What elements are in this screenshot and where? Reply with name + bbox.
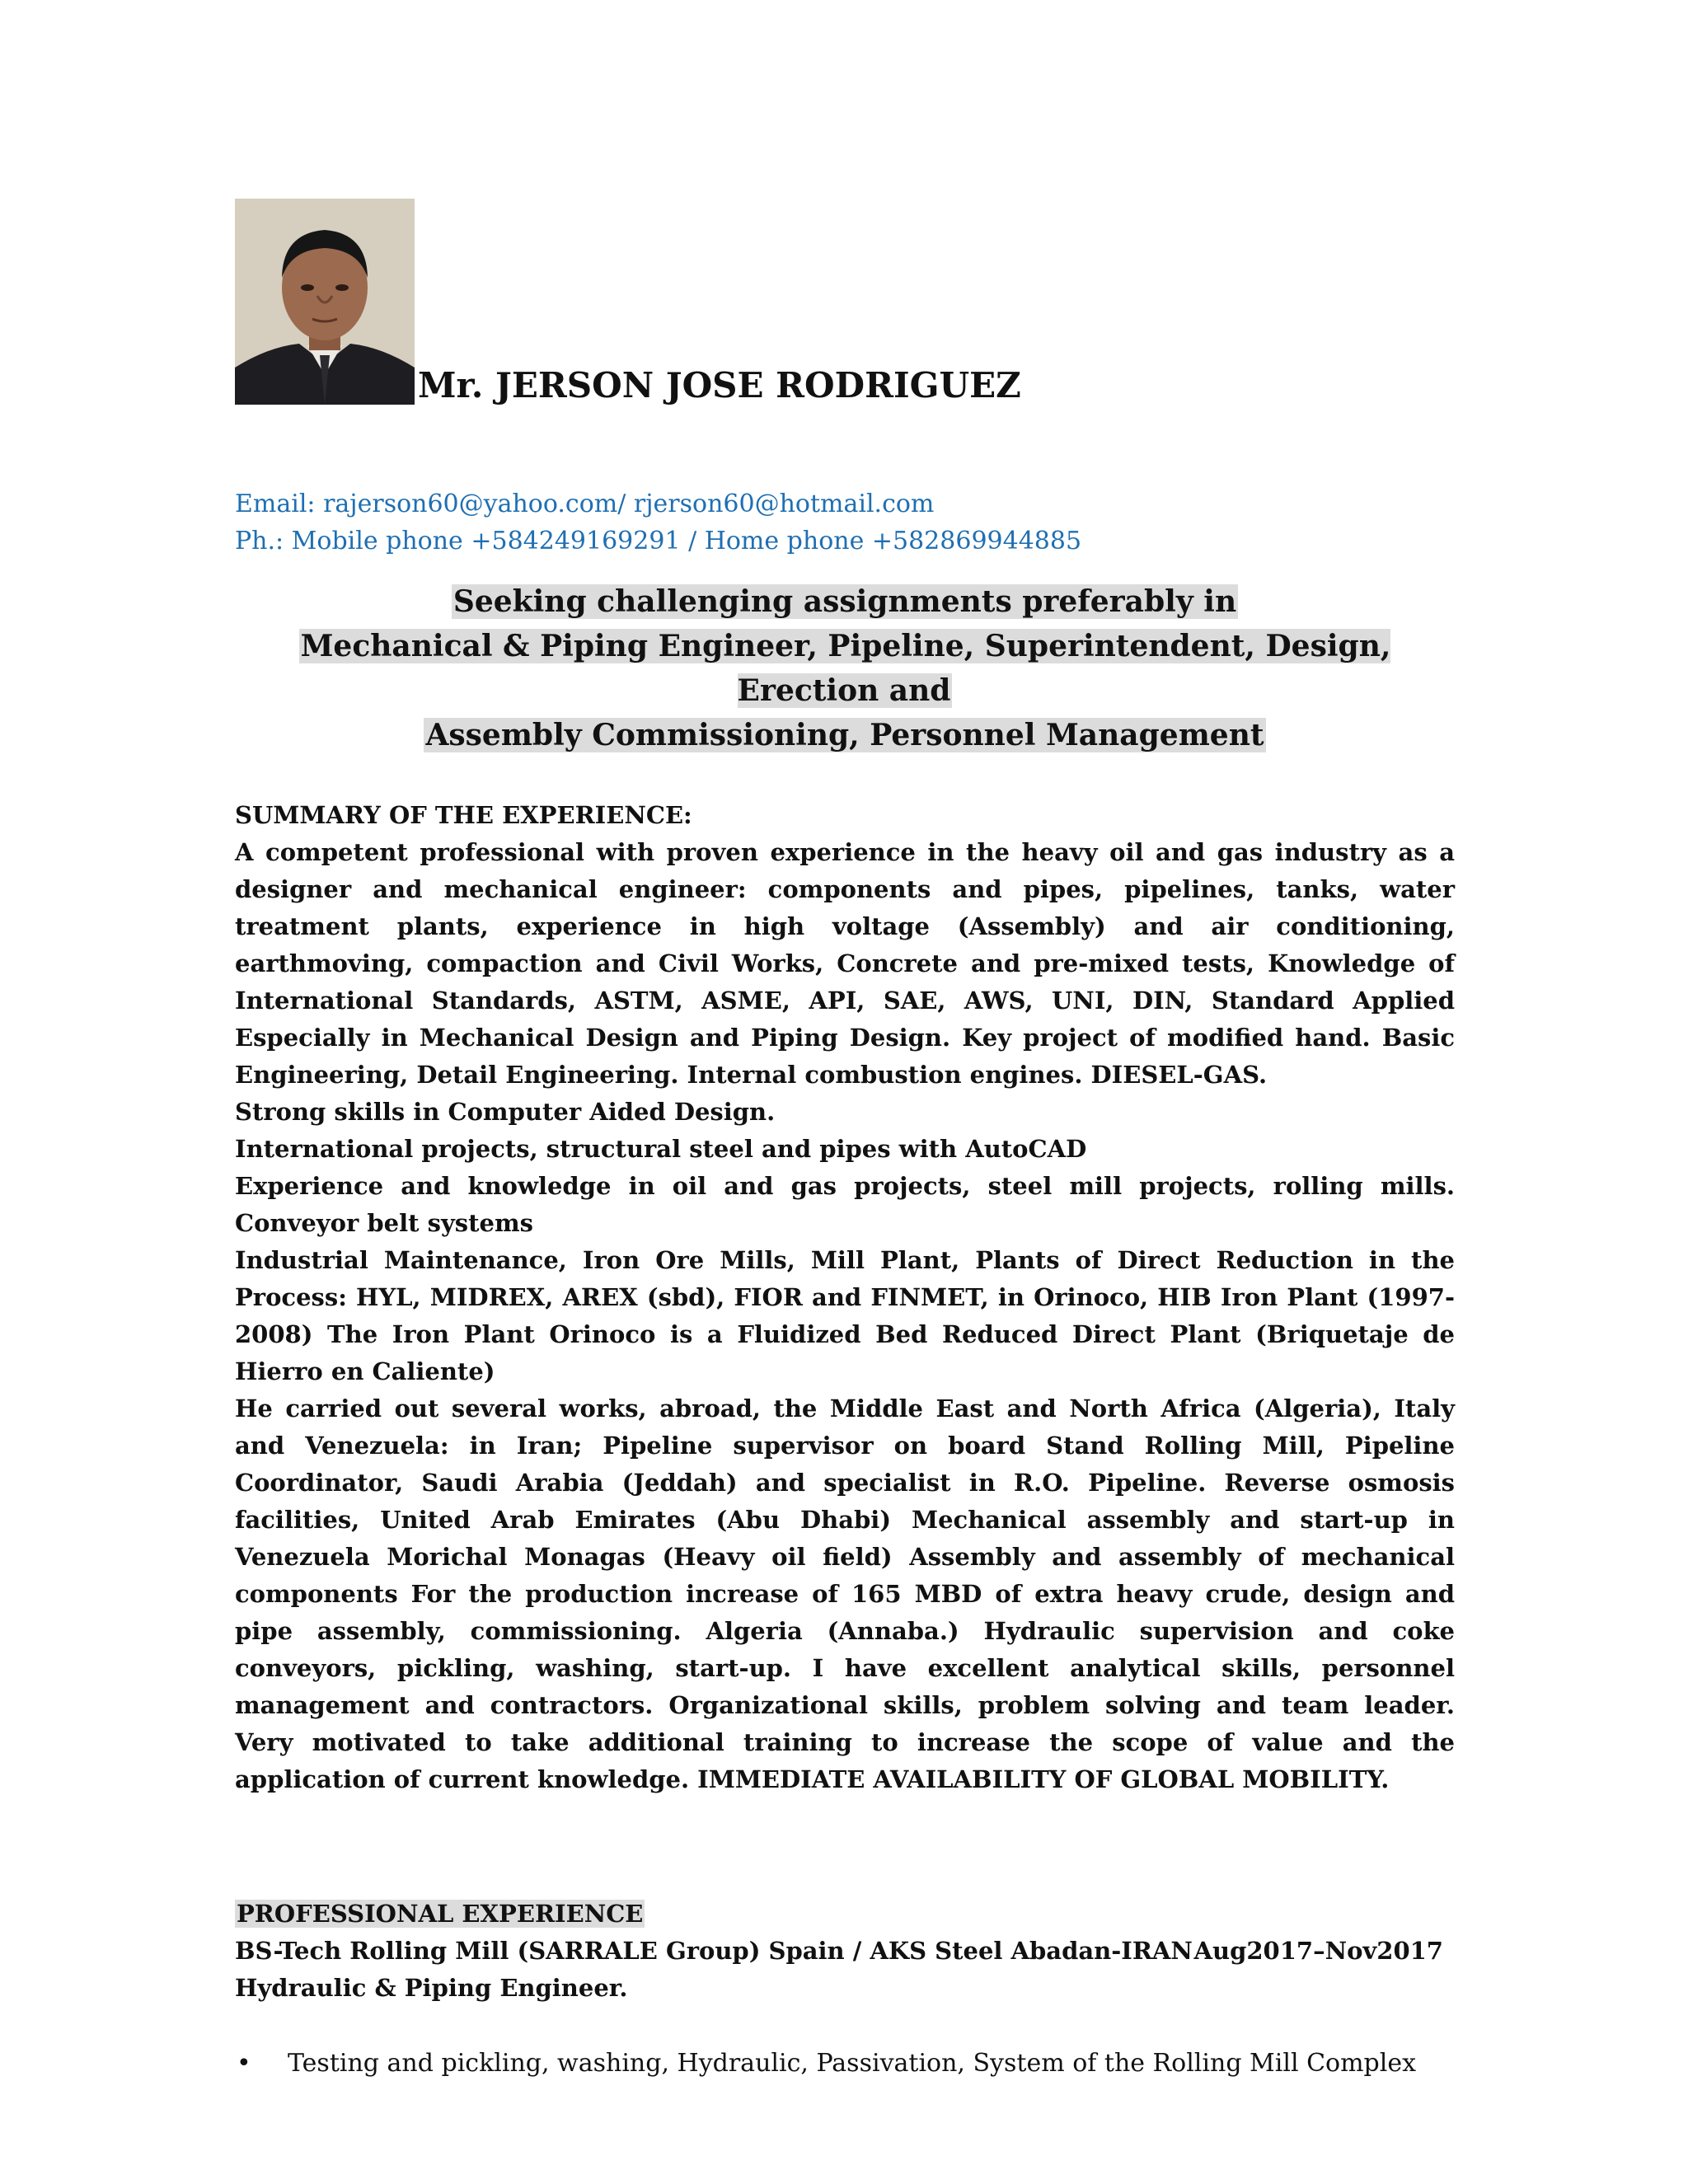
objective-line-3: Assembly Commissioning, Personnel Management [425, 718, 1264, 752]
job-entry [235, 1933, 1455, 2082]
objective [235, 579, 1455, 757]
contact-info [235, 485, 1455, 560]
summary-paragraph: He carried out several works, abroad, the Middle East and North Africa (Algeria), Italy and Venezuela: in Iran; Pipeline supervisor on board Stand Rolling Mill, Pipeline Coordinator, Saudi Arabia (Jeddah) and specialist in R.O. Pipeline. Reverse osmosis facilities, United Arab Emirates (Abu Dhabi) Mechanical assembly and start-up in Venezuela Morichal Monagas (Heavy oil field) Assembly and assembly of mechanical components For the production increase of 165 MBD of extra heavy crude, design and pipe assembly, commissioning. Algeria (Annaba.) Hydraulic supervision and coke conveyors, pickling, washing, start-up. I have excellent analytical skills, personnel management and contractors. Organizational skills, problem solving and team leader. Very motivated to take additional training to increase the scope of value and the application of current knowledge. IMMEDIATE AVAILABILITY OF GLOBAL MOBILITY. [235, 1394, 1455, 1793]
bullet-text: Testing and pickling, washing, Hydraulic, Passivation, System of the Rolling Mill Complex [288, 2049, 1417, 2078]
job-role: Hydraulic & Piping Engineer. [235, 1974, 628, 2002]
professional-experience-title [235, 1896, 1455, 1933]
header [235, 194, 1455, 405]
email-line[interactable]: Email: rajerson60@yahoo.com/ rjerson60@hotmail.com [235, 490, 935, 518]
candidate-name: Mr. JERSON JOSE RODRIGUEZ [418, 365, 1021, 405]
job-header [235, 1933, 1455, 1970]
bullet-icon: • [237, 2049, 251, 2078]
summary-paragraph: Experience and knowledge in oil and gas projects, steel mill projects, rolling mills. Conveyor belt systems [235, 1172, 1455, 1237]
summary-paragraph: International projects, structural steel and pipes with AutoCAD [235, 1135, 1087, 1163]
professional-experience-heading: PROFESSIONAL EXPERIENCE [237, 1900, 644, 1928]
phone-line[interactable]: Ph.: Mobile phone +584249169291 / Home phone +582869944885 [235, 527, 1082, 555]
profile-photo [235, 199, 415, 405]
objective-line-1: Seeking challenging assignments preferably in [452, 584, 1237, 619]
resume-content [235, 194, 1455, 2107]
summary-title: SUMMARY OF THE EXPERIENCE: [235, 801, 692, 829]
summary-paragraph: Industrial Maintenance, Iron Ore Mills, Mill Plant, Plants of Direct Reduction in the Process: HYL, MIDREX, AREX (sbd), FIOR and FINMET, in Orinoco, HIB Iron Plant (1997-2008) The Iron Plant Orinoco is a Fluidized Bed Reduced Direct Plant (Briquetaje de Hierro en Caliente) [235, 1246, 1455, 1385]
summary-paragraph: Strong skills in Computer Aided Design. [235, 1098, 776, 1126]
profile-photo-illustration [235, 199, 415, 405]
objective-line-2: Mechanical & Piping Engineer, Pipeline, Superintendent, Design, Erection and [300, 629, 1391, 708]
job-company: BS-Tech Rolling Mill (SARRALE Group) Spain / AKS Steel Abadan-IRAN [235, 1937, 1193, 1965]
job-dates: Aug2017–Nov2017 [1193, 1937, 1443, 1965]
summary-paragraph: A competent professional with proven experience in the heavy oil and gas industry as a designer and mechanical engineer: components and pipes, pipelines, tanks, water treatment plants, experience in high voltage (Assembly) and air conditioning, earthmoving, compaction and Civil Works, Concrete and pre-mixed tests, Knowledge of International Standards, ASTM, ASME, API, SAE, AWS, UNI, DIN, Standard Applied Especially in Mechanical Design and Piping Design. Key project of modified hand. Basic Engineering, Detail Engineering. Internal combustion engines. DIESEL-GAS. [235, 838, 1455, 1089]
summary-body [235, 834, 1455, 1798]
list-item [235, 2045, 1455, 2082]
job-bullets [235, 2045, 1455, 2082]
